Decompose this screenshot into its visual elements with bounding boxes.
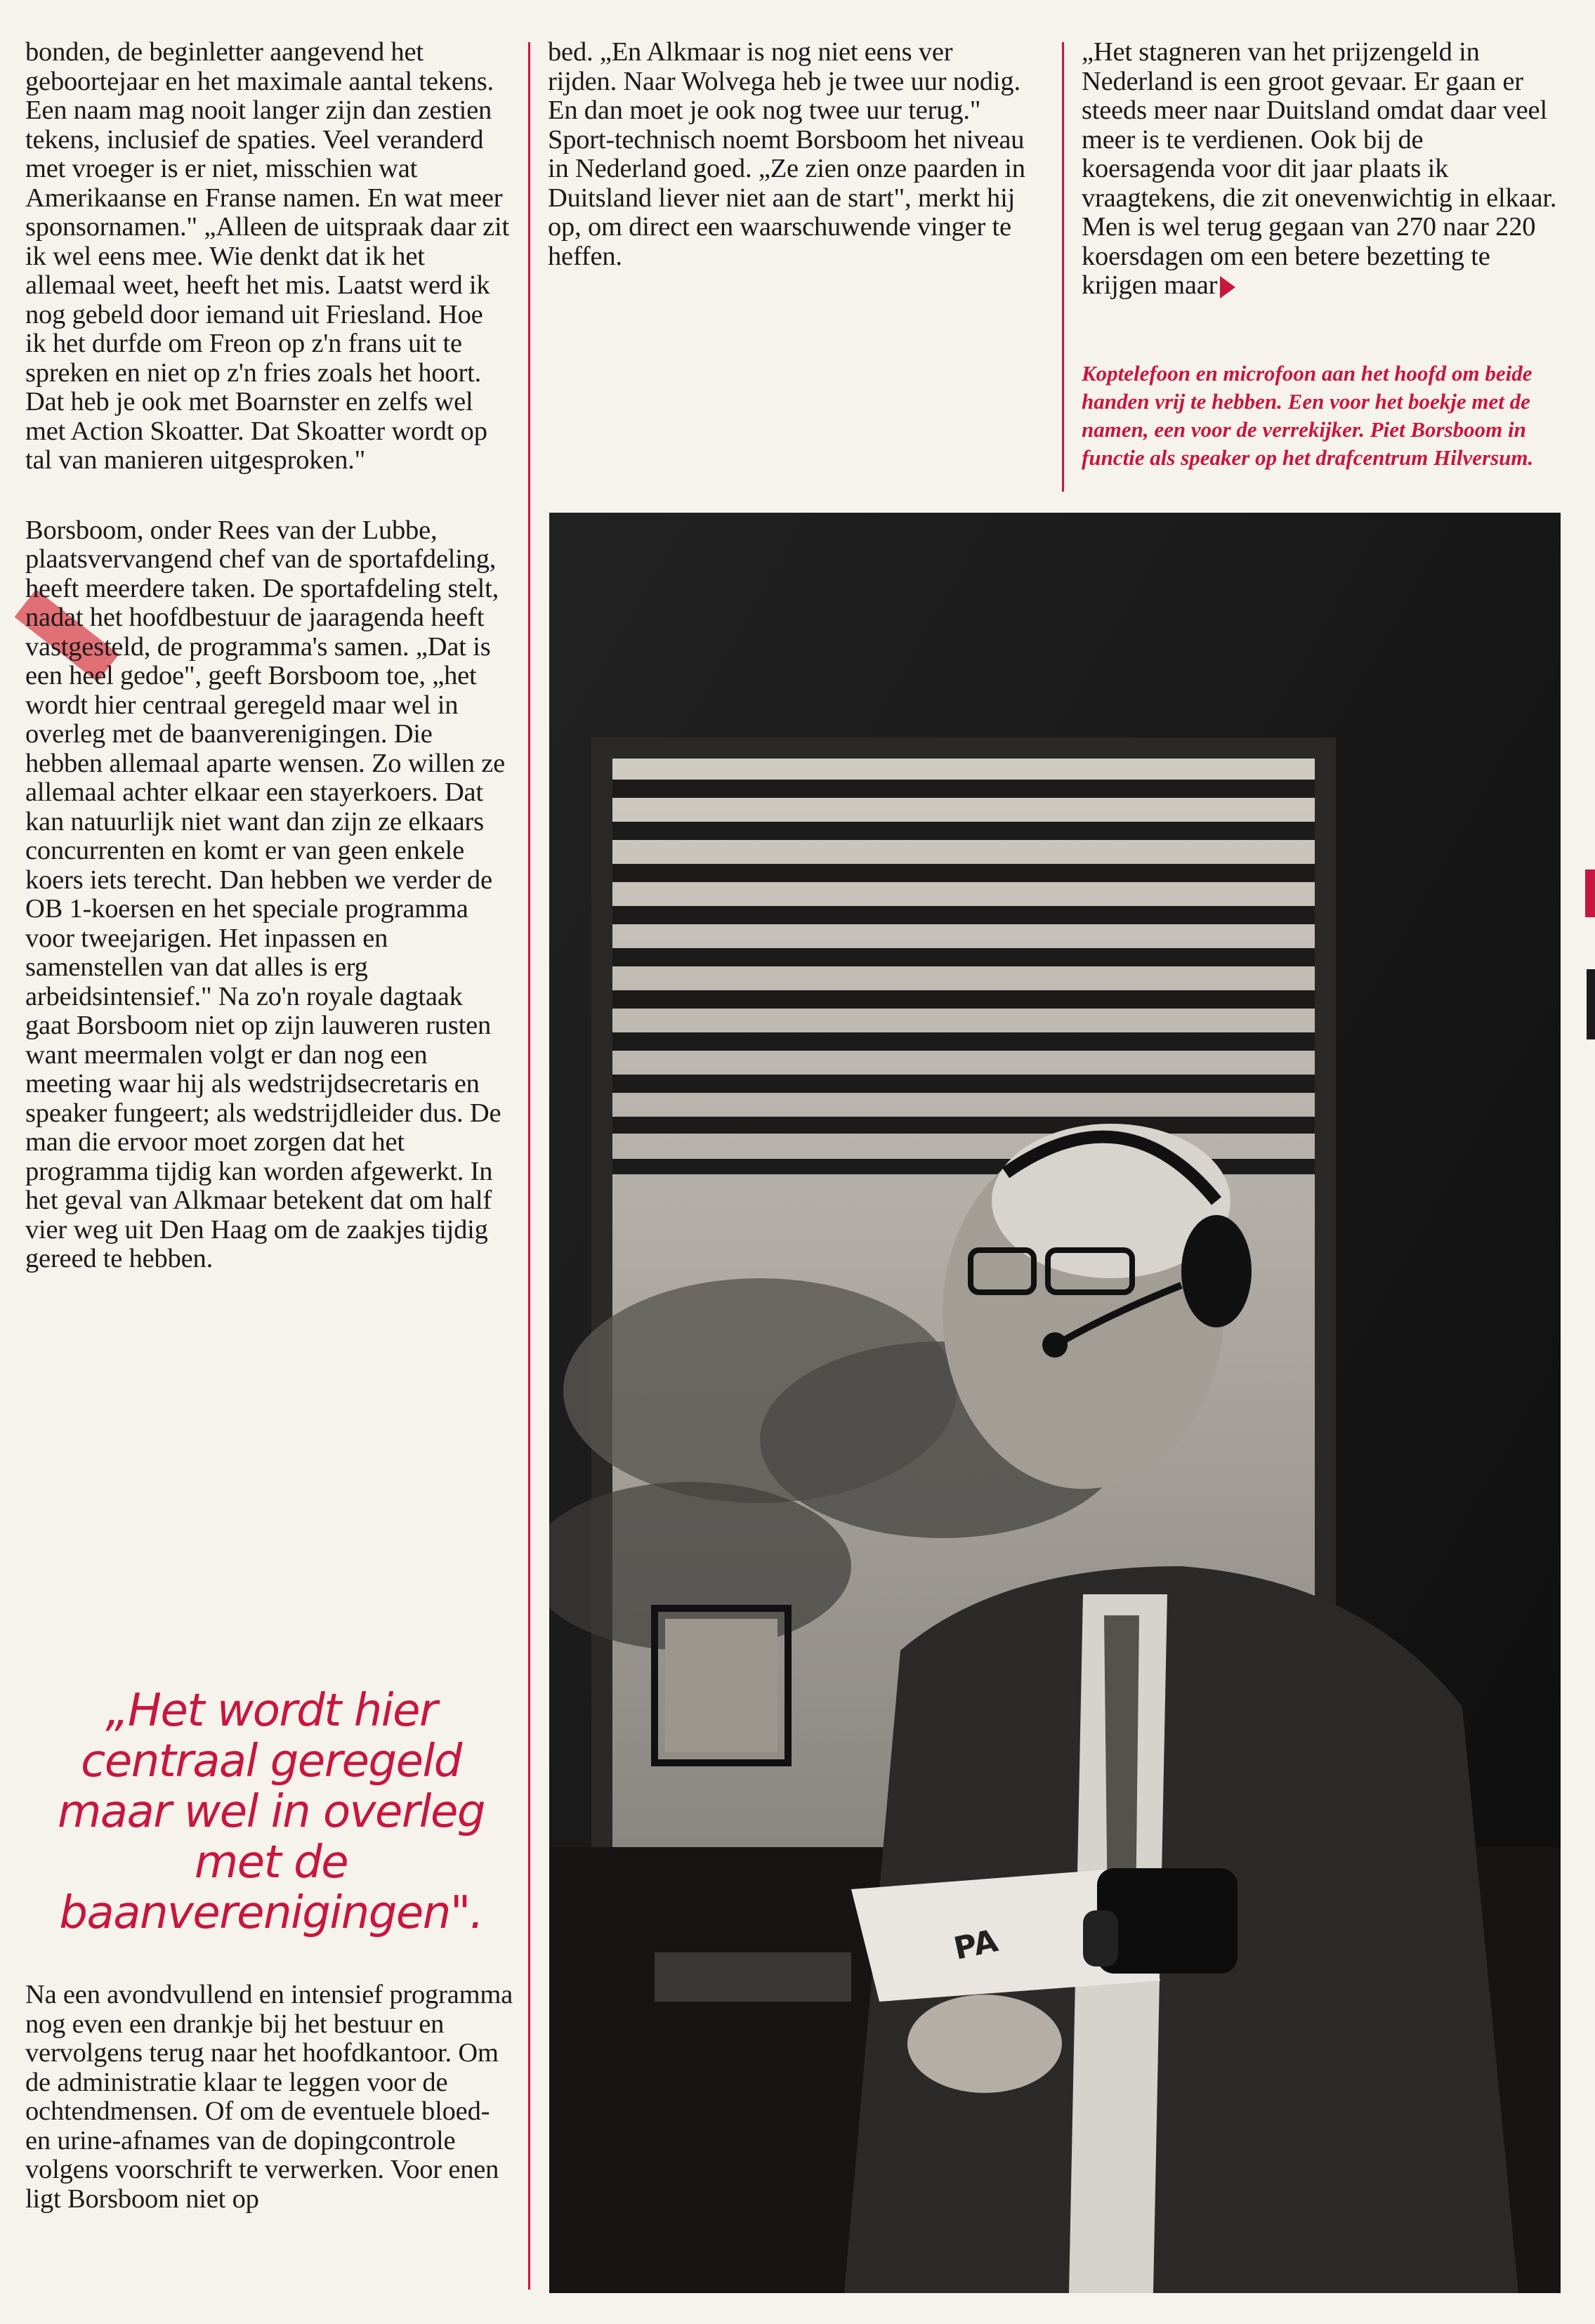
column-1-continued <box>25 1981 517 2214</box>
continue-arrow-icon <box>1220 276 1235 298</box>
column-1-paragraph-b: Borsboom, onder Rees van der Lubbe, plaatsvervangend chef van de sportafdeling, heeft meerdere taken. De sportafdeling stelt, nadat het hoofdbestuur de jaaragenda heeft vastgesteld, de programma's samen. „Dat is een heel gedoe", geeft Borsboom toe, „het wordt hier centraal geregeld maar wel in overleg met de baanverenigingen. Die hebben allemaal aparte wensen. Zo willen ze allemaal achter elkaar een stayerkoers. Dat kan natuurlijk niet want dan zijn ze elkaars concurrenten en komt er van geen enkele koers iets terecht. Dan hebben we verder de OB 1-koersen en het speciale programma voor tweejarigen. Het inpassen en samenstellen van dat alles is erg arbeidsintensief." Na zo'n royale dagtaak gaat Borsboom niet op zijn lauweren rusten want meermalen volgt er dan nog een meeting waar hij als wedstrijdsecretaris en speaker fungeert; als wedstrijdleider dus. De man die ervoor moet zorgen dat het programma tijdig kan worden afgewerkt. In het geval van Alkmaar betekent dat om half vier weg uit Den Haag om de zaakjes tijdig gereed te hebben. <box>25 515 506 1273</box>
pull-quote: „Het wordt hier centraal geregeld maar wel in overleg met de baanverenigingen". <box>58 1685 485 1939</box>
booklet-text: PA <box>950 1922 1002 1967</box>
column-2 <box>548 38 1025 271</box>
column-1-paragraph-c: Na een avondvullend en intensief programma nog even een drankje bij het bestuur en vervolgens terug naar het hoofdkantoor. Om de administratie klaar te leggen voor de ochtendmensen. Of om de eventuele bloed- en urine-afnames van de dopingcontrole volgens voorschrift te verwerken. Voor enen ligt Borsboom niet op <box>25 1980 513 2214</box>
column-3 <box>1082 38 1559 301</box>
page-edge-tab <box>1585 869 1595 917</box>
column-rule-right <box>1062 42 1064 492</box>
photo-announcer-with-headset <box>549 513 1561 2293</box>
page-edge-mark <box>1587 969 1595 1039</box>
column-1-paragraph-a: bonden, de beginletter aangevend het geboortejaar en het maximale aantal tekens. Een naam mag nooit langer zijn dan zestien tekens, inclusief de spaties. Veel veranderd met vroeger is er niet, misschien wat Amerikaanse en Franse namen. En wat meer sponsornamen." „Alleen de uitspraak daar zit ik wel eens mee. Wie denkt dat ik het allemaal weet, heeft het mis. Laatst werd ik nog gebeld door iemand uit Friesland. Hoe ik het durfde om Freon op z'n frans uit te spreken en niet op z'n fries zoals het hoort. Dat heb je ook met Boarnster en zelfs wel met Action Skoatter. Dat Skoatter wordt op tal van manieren uitgesproken." <box>25 37 509 475</box>
photo-illustration <box>549 513 1561 2293</box>
column-2-paragraph: bed. „En Alkmaar is nog niet eens ver rijden. Naar Wolvega heb je twee uur nodig. En dan moet je ook nog twee uur terug." Sport-technisch noemt Borsboom het niveau in Nederland goed. „Ze zien onze paarden in Duitsland liever niet aan de start", merkt hij op, om direct een waarschuwende vinger te heffen. <box>548 37 1025 271</box>
column-rule-left <box>528 42 530 2290</box>
column-3-paragraph <box>1082 38 1559 301</box>
column-1 <box>25 38 510 1274</box>
photo-caption: Koptelefoon en microfoon aan het hoofd om beide handen vrij te hebben. Een voor het boekje met de namen, een voor de verrekijker. Piet Borsboom in functie als speaker op het drafcentrum Hilversum. <box>1082 361 1534 470</box>
column-3-text: „Het stagneren van het prijzengeld in Nederland is een groot gevaar. Er gaan er steeds meer naar Duitsland omdat daar veel meer is te verdienen. Ook bij de koersagenda voor dit jaar plaats ik vraagtekens, die zit onevenwichtig in elkaar. Men is wel terug gegaan van 270 naar 220 koersdagen om een betere bezetting te krijgen maar <box>1082 37 1557 300</box>
